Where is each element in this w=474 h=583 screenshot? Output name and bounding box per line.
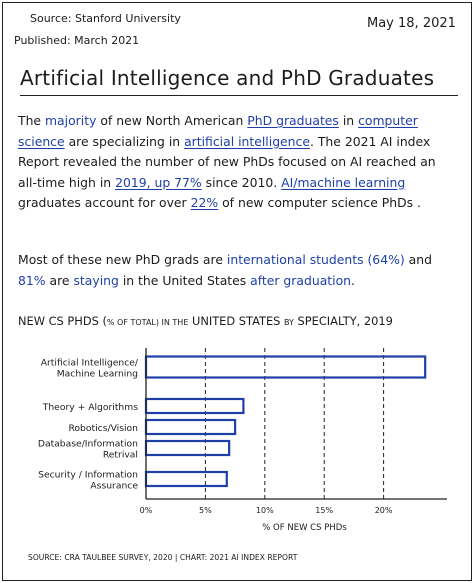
highlight: artificial intelligence	[184, 133, 310, 149]
text: The	[18, 113, 45, 128]
text: are	[45, 272, 74, 288]
text: and	[404, 252, 432, 267]
category-label: Security / Information	[38, 469, 138, 481]
text: in	[338, 113, 359, 128]
chart-title-part: BY	[284, 318, 294, 327]
highlight: majority	[44, 113, 97, 128]
highlight: computer science	[18, 113, 418, 149]
intro-paragraph	[18, 111, 458, 214]
text: in the United States	[118, 272, 251, 288]
category-label: Machine Learning	[56, 368, 138, 380]
chart-title-part: SPECIALTY, 2019	[293, 314, 393, 328]
title-underline	[20, 95, 458, 96]
x-tick-label: 10%	[255, 506, 274, 515]
category-label: Database/Information	[37, 438, 138, 450]
text: . The 2021 AI index Report revealed the number of new PhDs focused on AI reached an all-time high in	[18, 133, 436, 190]
text: since 2010.	[201, 174, 282, 190]
chart-footer-source: SOURCE: CRA TAULBEE SURVEY, 2020 | CHART: 2021 AI INDEX REPORT	[28, 553, 298, 562]
category-label: Robotics/Vision	[68, 423, 138, 434]
date-line: May 18, 2021	[367, 16, 456, 31]
category-label: Artificial Intelligence/	[40, 357, 138, 369]
category-label: Theory + Algorithms	[42, 402, 138, 413]
chart-title-part: UNITED STATES	[188, 314, 284, 328]
highlight: 22%	[190, 195, 219, 210]
second-paragraph	[18, 250, 458, 291]
highlight: 81%	[18, 272, 46, 288]
chart-title-part: % OF TOTAL) IN THE	[106, 318, 189, 327]
source-line: Source: Stanford University	[30, 12, 181, 25]
text: graduates account for over	[18, 195, 191, 210]
highlight: PhD graduates	[247, 113, 339, 128]
highlight: after graduation	[250, 272, 352, 288]
highlight: staying	[73, 272, 119, 288]
chart-title-part: NEW CS PHDS (	[18, 314, 107, 328]
category-label: Retrival	[102, 449, 138, 461]
text: Most of these new PhD grads are	[18, 252, 227, 267]
x-tick-label: 15%	[315, 506, 334, 515]
highlight: AI/machine learning	[281, 174, 406, 190]
x-tick-label: 0%	[139, 506, 153, 515]
text: are specializing in	[64, 133, 185, 149]
text: .	[351, 272, 355, 288]
text: of new North American	[96, 113, 248, 128]
published-line: Published: March 2021	[14, 34, 140, 47]
text: of new computer science PhDs .	[218, 195, 421, 210]
chart-title	[18, 314, 393, 328]
category-label: Assurance	[90, 480, 138, 492]
page-title: Artificial Intelligence and PhD Graduates	[20, 66, 435, 90]
highlight: 2019, up 77%	[115, 174, 202, 190]
x-tick-label: 5%	[199, 506, 212, 515]
x-tick-label: 20%	[374, 506, 393, 515]
x-axis-label: % OF NEW CS PHDs	[262, 523, 347, 533]
highlight: international students (64%)	[226, 252, 405, 267]
